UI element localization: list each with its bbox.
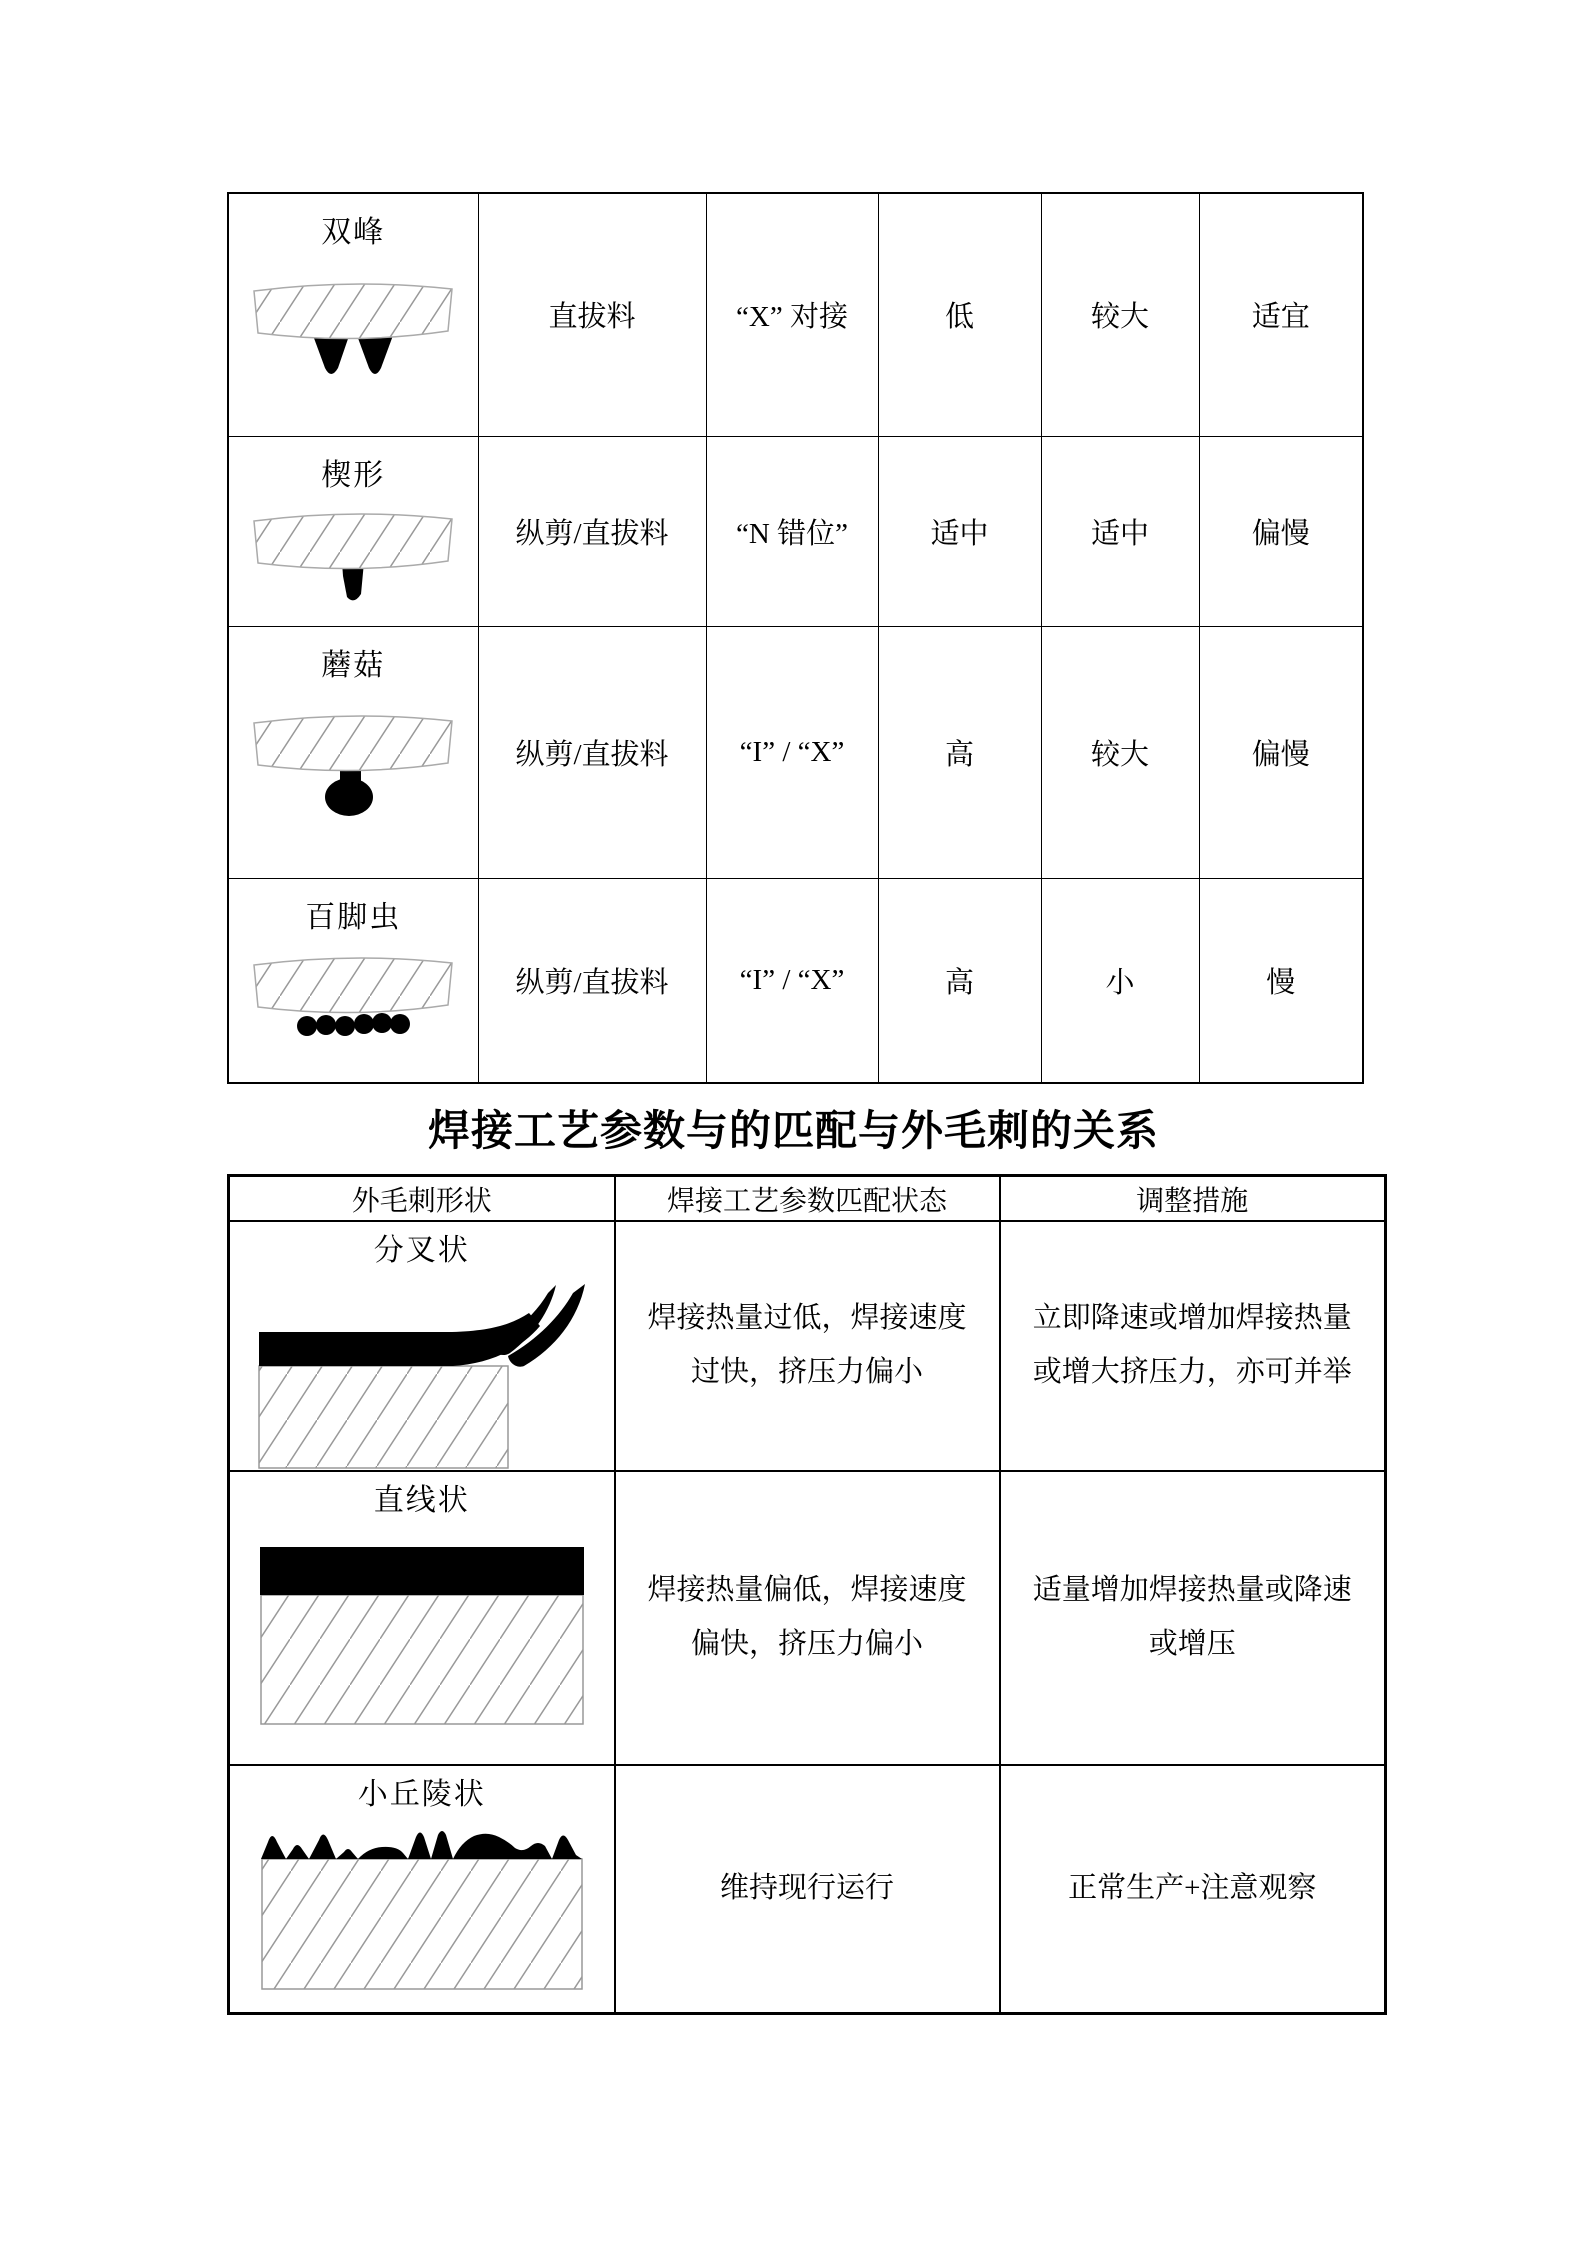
forked-burr-icon (257, 1282, 587, 1470)
forked-shape-cell (230, 1222, 614, 1470)
table-header-row (229, 1176, 1386, 1222)
column-header: 外毛刺形状 (229, 1176, 615, 1222)
hilly-shape-cell (230, 1766, 614, 1992)
table-cell: 偏慢 (1199, 626, 1363, 878)
shape-label: 分叉状 (373, 1234, 470, 1267)
straight-shape-cell (230, 1472, 614, 1726)
shape-label: 双峰 (321, 216, 386, 249)
table-cell: 高 (878, 626, 1041, 878)
centipede-shape-cell (229, 879, 478, 1047)
shape-label: 小丘陵状 (357, 1777, 486, 1811)
burr-shape-parameter-table (227, 192, 1364, 1084)
table-cell: 偏慢 (1199, 436, 1363, 626)
double-peak-shape-cell (229, 194, 478, 386)
table-cell: 小 (1041, 878, 1199, 1083)
wedge-shape-cell (229, 437, 478, 607)
table-cell: 较大 (1041, 626, 1199, 878)
table-cell: “N 错位” (706, 436, 878, 626)
table-row (228, 436, 1363, 626)
status-cell: 焊接热量偏低，焊接速度偏快，挤压力偏小 (615, 1471, 1000, 1765)
shape-label: 蘑菇 (321, 648, 386, 682)
action-cell: 正常生产+注意观察 (1000, 1765, 1386, 2014)
shape-label: 百脚虫 (305, 900, 402, 934)
mushroom-shape-cell (229, 627, 478, 819)
table-cell: 纵剪/直拔料 (478, 878, 706, 1083)
table-cell: 直拔料 (478, 193, 706, 436)
table-row (228, 193, 1363, 436)
section-title: 焊接工艺参数与的匹配与外毛刺的关系 (427, 1109, 1159, 1155)
column-header: 焊接工艺参数匹配状态 (615, 1176, 1000, 1222)
status-cell: 维持现行运行 (615, 1765, 1000, 2014)
table-row (229, 1221, 1386, 1471)
table-row (229, 1765, 1386, 2014)
shape-label: 直线状 (373, 1483, 470, 1517)
hilly-burr-icon (261, 1825, 583, 1991)
table-cell: 较大 (1041, 193, 1199, 436)
table-row (228, 626, 1363, 878)
table-cell: “I” / “X” (706, 878, 878, 1083)
shape-label: 楔形 (321, 458, 386, 492)
table-cell: “I” / “X” (706, 626, 878, 878)
column-header: 调整措施 (1000, 1176, 1386, 1222)
burr-parameter-match-table (227, 1174, 1387, 2015)
status-cell: 焊接热量过低，焊接速度过快，挤压力偏小 (615, 1221, 1000, 1471)
wedge-burr-icon (250, 506, 456, 606)
table-cell: 适中 (878, 436, 1041, 626)
centipede-burr-icon (250, 950, 456, 1046)
table-cell: 适中 (1041, 436, 1199, 626)
mushroom-burr-icon (250, 708, 456, 818)
table-cell: 慢 (1199, 878, 1363, 1083)
table-cell: 适宜 (1199, 193, 1363, 436)
table-cell: 低 (878, 193, 1041, 436)
table-cell: 高 (878, 878, 1041, 1083)
table-cell: 纵剪/直拔料 (478, 626, 706, 878)
action-cell: 立即降速或增加焊接热量或增大挤压力，亦可并举 (1000, 1221, 1386, 1471)
table-row (229, 1471, 1386, 1765)
double-peak-burr-icon (250, 276, 456, 386)
straight-burr-icon (260, 1547, 584, 1725)
action-cell: 适量增加焊接热量或降速或增压 (1000, 1471, 1386, 1765)
table-row (228, 878, 1363, 1083)
table-cell: “X” 对接 (706, 193, 878, 436)
table-cell: 纵剪/直拔料 (478, 436, 706, 626)
